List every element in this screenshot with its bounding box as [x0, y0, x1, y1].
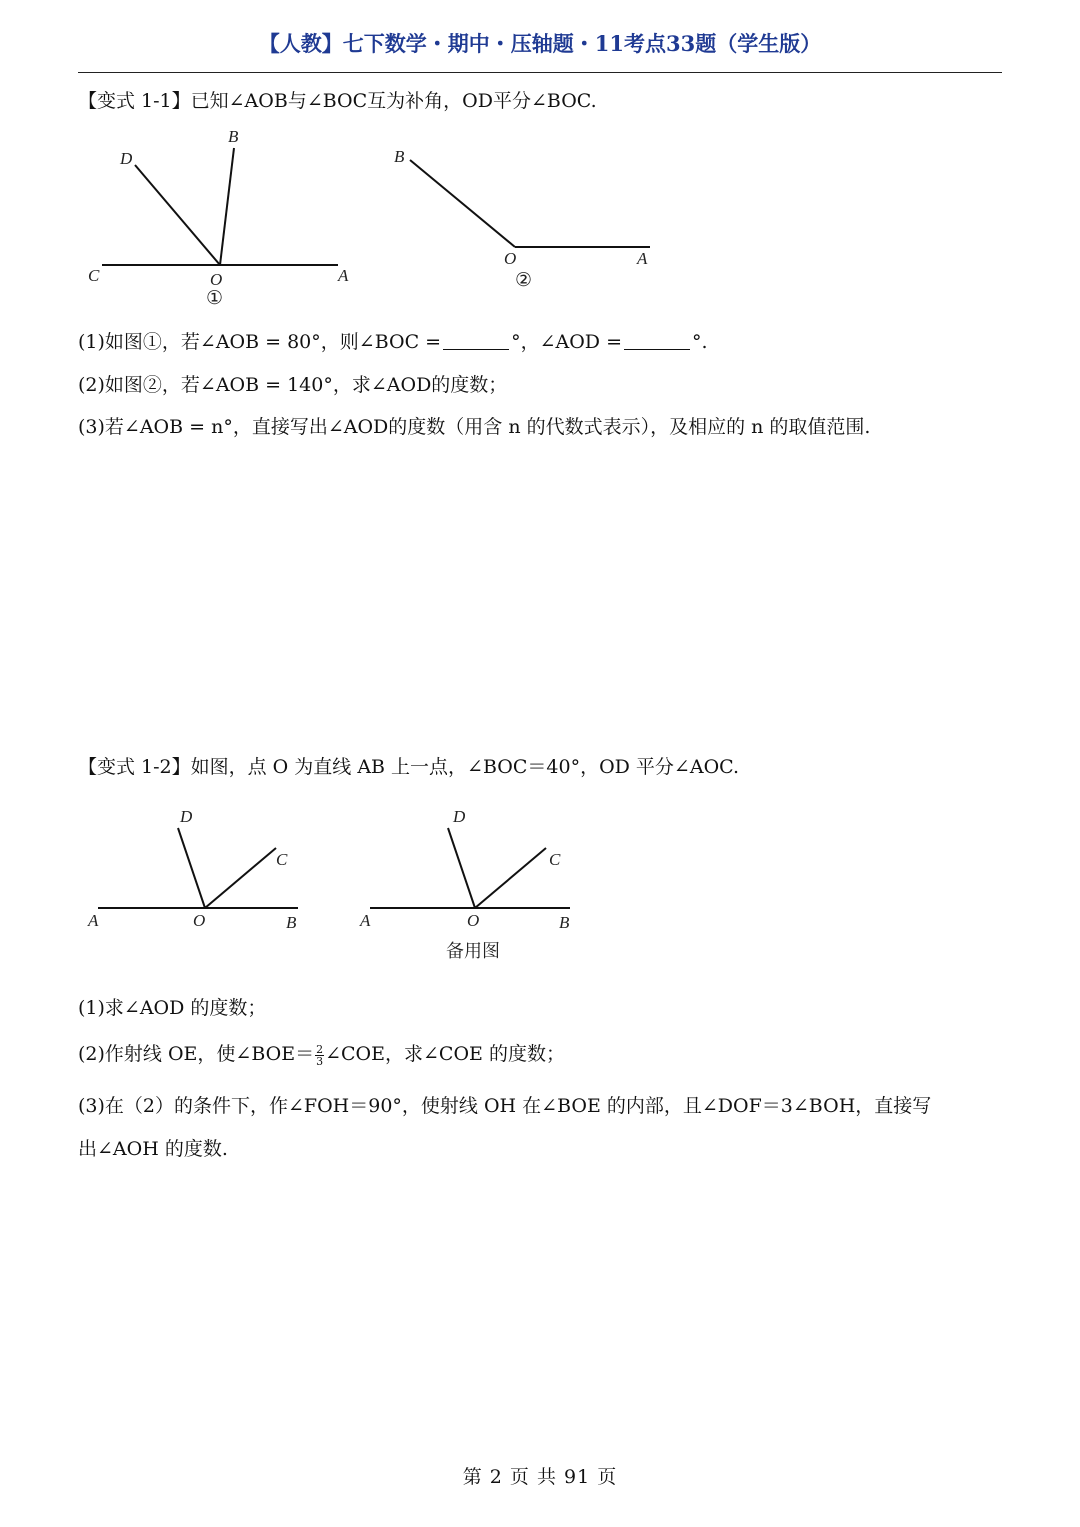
- label-C: C: [549, 850, 561, 869]
- label-A: A: [338, 266, 349, 285]
- label-A: A: [88, 911, 99, 930]
- label-D: D: [453, 807, 466, 826]
- label-O: O: [193, 911, 206, 930]
- label-O: O: [467, 911, 480, 930]
- label-B: B: [228, 127, 239, 146]
- problem2-intro: 【变式 1-2】如图，点 O 为直线 AB 上一点，∠BOC＝40°，OD 平分∠AOC.: [78, 756, 740, 778]
- label-B: B: [394, 147, 405, 166]
- label-A: A: [360, 911, 371, 930]
- label-B: B: [286, 913, 297, 932]
- answer-blank-aod[interactable]: [624, 333, 690, 350]
- problem1-question-2: (2)如图②，若∠AOB = 140°，求∠AOD的度数；: [78, 374, 508, 396]
- problem2-question-1: (1)求∠AOD 的度数；: [78, 997, 267, 1019]
- label-C: C: [88, 266, 100, 285]
- label-D: D: [120, 149, 133, 168]
- problem2-figure-2: [355, 795, 595, 970]
- fraction: $\frac{2}{3}$: [316, 1042, 324, 1068]
- problem1-question-1: (1)如图①，若∠AOB = 80°，则∠BOC = °，∠AOD = °.: [78, 331, 708, 353]
- problem2-figure-1: [80, 795, 320, 945]
- label-A: A: [637, 249, 648, 268]
- page-footer: 第 2 页 共 91 页: [462, 1466, 618, 1488]
- label-D: D: [180, 807, 193, 826]
- problem1-intro: 【变式 1-1】已知∠AOB与∠BOC互为补角，OD平分∠BOC.: [78, 90, 597, 112]
- problem2-question-3-line-1: (3)在（2）的条件下，作∠FOH＝90°，使射线 OH 在∠BOE 的内部，且∠DOF＝3∠BOH，直接写: [78, 1095, 932, 1117]
- label-O: O: [504, 249, 517, 268]
- problem2-question-3-line-2: 出∠AOH 的度数.: [78, 1138, 228, 1160]
- problem1-question-3: (3)若∠AOB = n°，直接写出∠AOD的度数（用含 n 的代数式表示），及相应的 n 的取值范围.: [78, 416, 871, 438]
- spare-figure-caption: 备用图: [446, 941, 500, 962]
- label-O: O: [210, 270, 223, 289]
- problem1-figure-1: [80, 120, 370, 310]
- page-header: 【人教】七下数学・期中・压轴题・11考点33题（学生版）: [258, 31, 822, 56]
- figure-number: ①: [206, 287, 224, 309]
- label-C: C: [276, 850, 288, 869]
- label-B: B: [559, 913, 570, 932]
- header-rule: [78, 72, 1002, 73]
- figure-number: ②: [515, 269, 533, 291]
- answer-blank-boc[interactable]: [443, 333, 509, 350]
- problem2-question-2: (2)作射线 OE，使∠BOE＝ $\frac{2}{3}$ ∠COE，求∠COE 的度数；: [78, 1042, 565, 1068]
- problem1-figure-2: [385, 140, 665, 300]
